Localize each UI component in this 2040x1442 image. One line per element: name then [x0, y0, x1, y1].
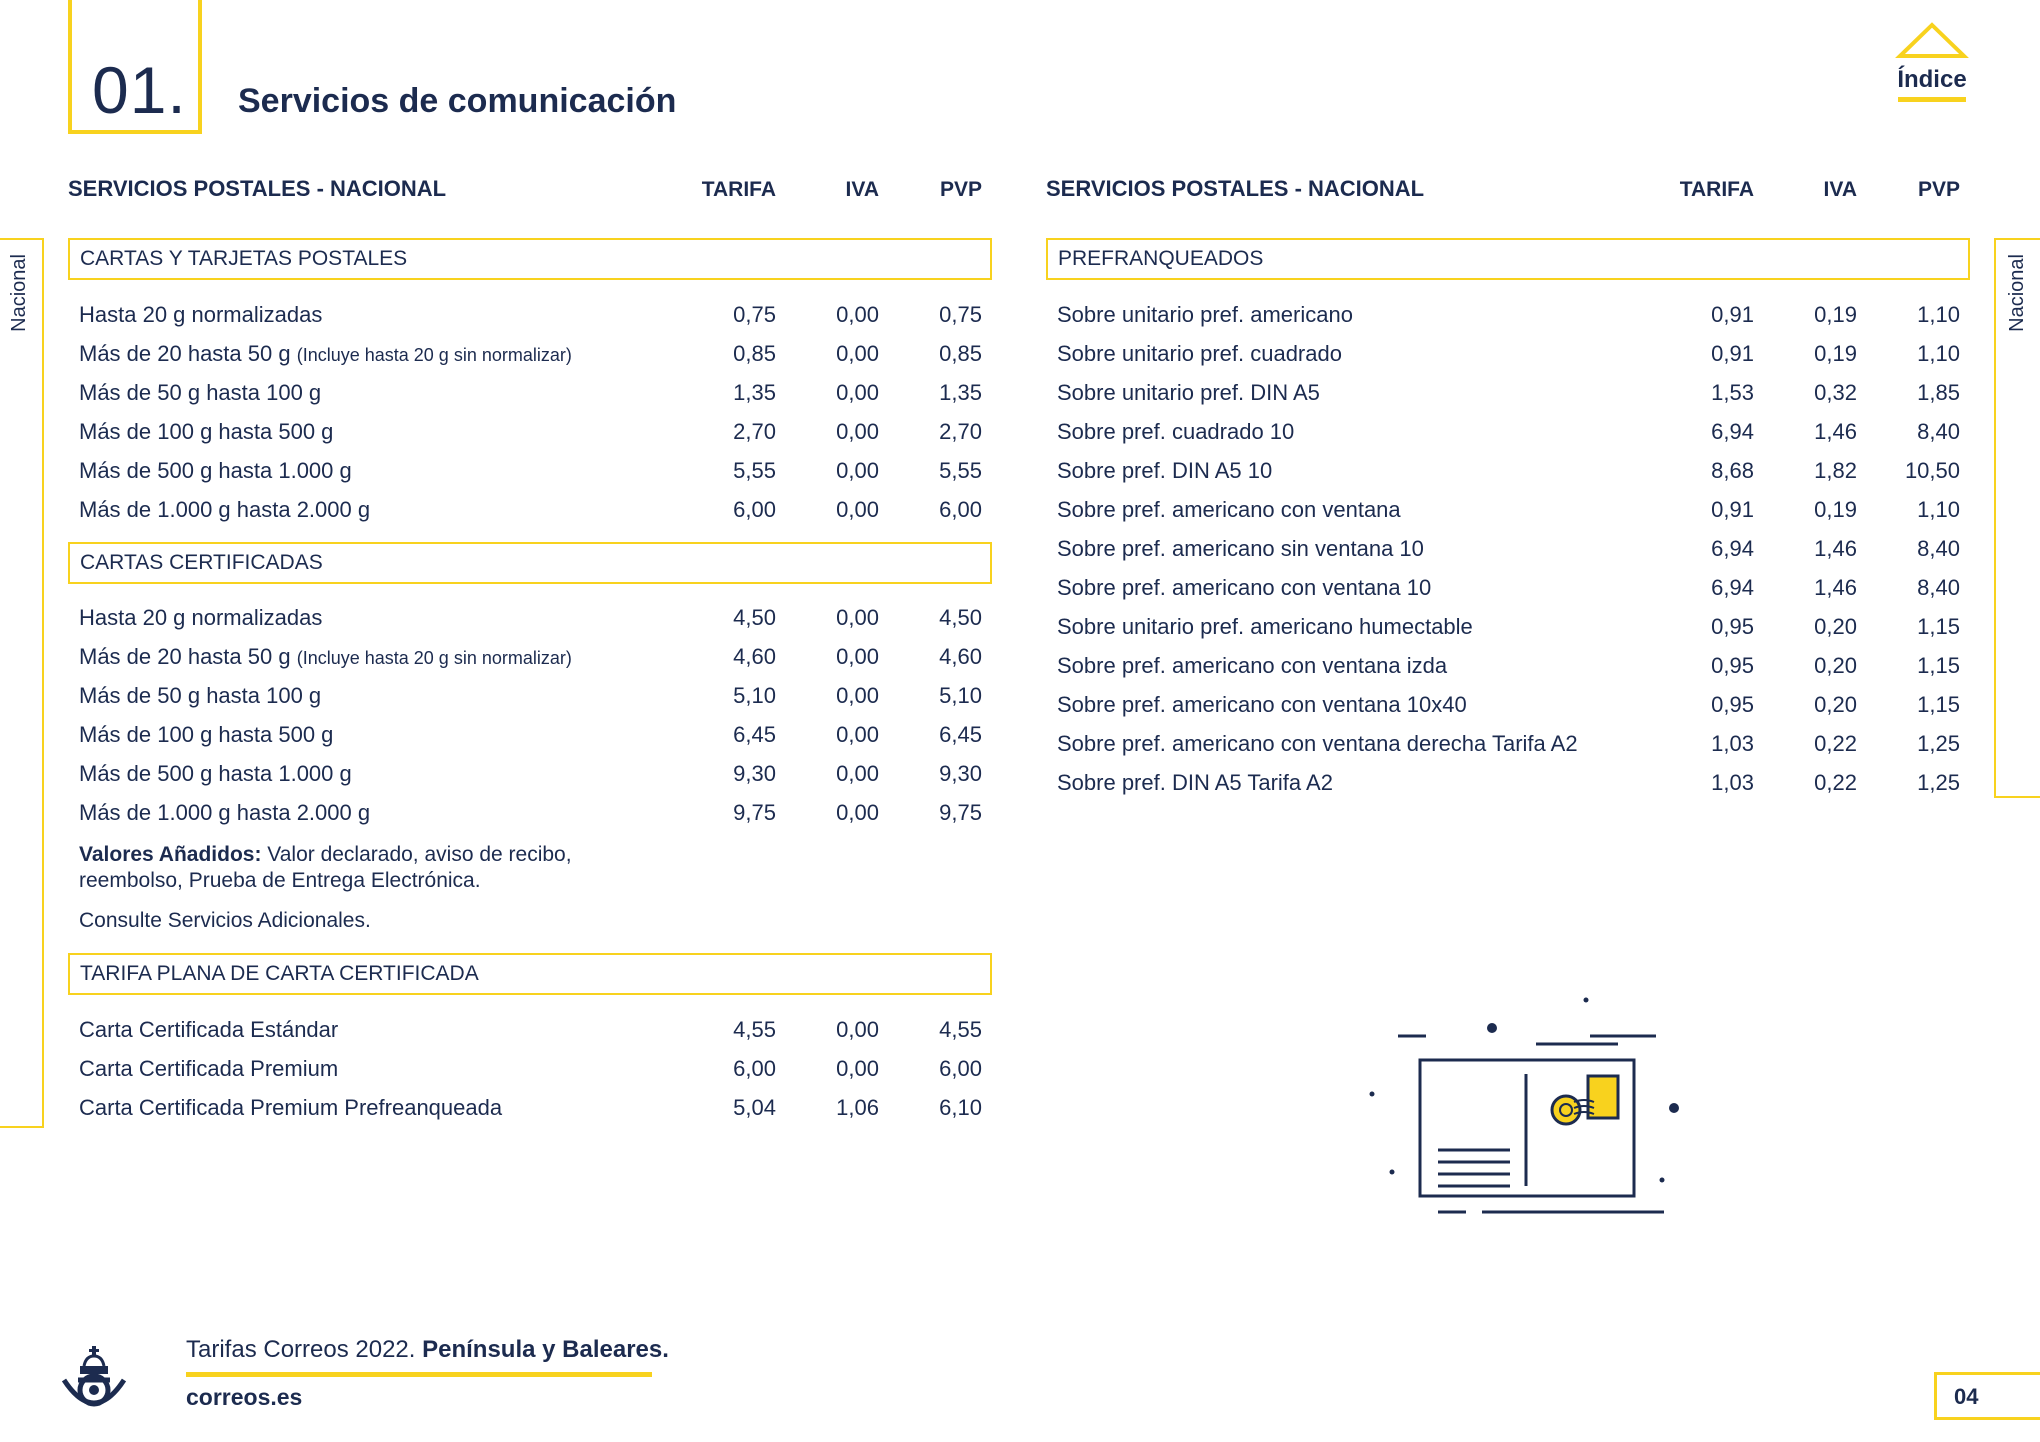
- cell-pvp: 5,55: [939, 458, 982, 483]
- cell-tarifa: 9,75: [733, 800, 776, 825]
- table-row: [79, 412, 999, 451]
- cell-tarifa: 1,35: [733, 380, 776, 405]
- row-label-text: Sobre pref. DIN A5 Tarifa A2: [1057, 770, 1333, 795]
- cell-iva: 0,20: [1814, 614, 1857, 639]
- row-label: [1057, 451, 1272, 490]
- cell-iva: 0,19: [1814, 497, 1857, 522]
- row-label-text: Más de 100 g hasta 500 g: [79, 722, 334, 747]
- postcard-stamp-illustration: [1360, 990, 1680, 1240]
- cell-pvp: 1,35: [939, 380, 982, 405]
- cell-iva: 1,46: [1814, 536, 1857, 561]
- cell-pvp: 9,30: [939, 761, 982, 786]
- index-label: Índice: [1897, 66, 1967, 93]
- cell-pvp: 4,60: [939, 644, 982, 669]
- right-heading: SERVICIOS POSTALES - NACIONAL: [1046, 176, 1425, 201]
- cell-tarifa: 1,03: [1711, 731, 1754, 756]
- table-row: [79, 373, 999, 412]
- row-label-text: Sobre pref. cuadrado 10: [1057, 419, 1295, 444]
- table-row: [79, 793, 999, 832]
- page-title: Servicios de comunicación: [238, 82, 677, 120]
- section-header: PREFRANQUEADOS: [1046, 238, 1970, 280]
- row-label-text: Carta Certificada Estándar: [79, 1017, 339, 1042]
- row-label-text: Hasta 20 g normalizadas: [79, 302, 323, 327]
- table-row: [1057, 412, 1977, 451]
- left-heading: SERVICIOS POSTALES - NACIONAL: [68, 176, 447, 201]
- row-label: [1057, 373, 1320, 412]
- cell-tarifa: 1,03: [1711, 770, 1754, 795]
- row-label-text: Sobre pref. americano sin ventana 10: [1057, 536, 1424, 561]
- cell-pvp: 1,10: [1917, 497, 1960, 522]
- side-tab-left: [0, 238, 44, 1128]
- row-label-text: Sobre pref. americano con ventana izda: [1057, 653, 1448, 678]
- table-row: [79, 1049, 999, 1088]
- cell-iva: 0,20: [1814, 653, 1857, 678]
- row-label-text: Carta Certificada Premium: [79, 1056, 339, 1081]
- cell-tarifa: 5,10: [733, 683, 776, 708]
- consulte-note: Consulte Servicios Adicionales.: [79, 909, 371, 932]
- cell-iva: 0,19: [1814, 341, 1857, 366]
- correos-logo-icon: [58, 1340, 130, 1416]
- right-col-iva: IVA: [1823, 178, 1857, 201]
- cell-pvp: 6,00: [939, 1056, 982, 1081]
- valores-line2: reembolso, Prueba de Entrega Electrónica.: [79, 869, 481, 892]
- cell-tarifa: 1,53: [1711, 380, 1754, 405]
- table-row: [79, 676, 999, 715]
- cell-iva: 1,46: [1814, 419, 1857, 444]
- row-label: [79, 637, 572, 678]
- row-label: [79, 676, 321, 715]
- row-label-text: Más de 1.000 g hasta 2.000 g: [79, 497, 371, 522]
- section-header: CARTAS CERTIFICADAS: [68, 542, 992, 584]
- cell-pvp: 1,25: [1917, 770, 1960, 795]
- cell-iva: 0,00: [836, 605, 879, 630]
- cell-tarifa: 0,85: [733, 341, 776, 366]
- cell-iva: 0,00: [836, 419, 879, 444]
- row-label: [1057, 568, 1431, 607]
- cell-tarifa: 0,91: [1711, 341, 1754, 366]
- cell-iva: 0,00: [836, 683, 879, 708]
- cell-iva: 1,06: [836, 1095, 879, 1120]
- row-label-text: Más de 500 g hasta 1.000 g: [79, 761, 352, 786]
- table-row: [79, 598, 999, 637]
- cell-tarifa: 6,94: [1711, 419, 1754, 444]
- cell-tarifa: 9,30: [733, 761, 776, 786]
- table-row: [79, 490, 999, 529]
- row-label: [1057, 529, 1424, 568]
- table-row: [1057, 373, 1977, 412]
- cell-pvp: 1,15: [1917, 653, 1960, 678]
- row-label: [1057, 763, 1333, 802]
- cell-pvp: 5,10: [939, 683, 982, 708]
- cell-iva: 0,00: [836, 497, 879, 522]
- footer-text-prefix: Tarifas Correos 2022.: [186, 1336, 423, 1363]
- cell-iva: 0,00: [836, 1017, 879, 1042]
- row-label: [1057, 685, 1467, 724]
- section-number: 01.: [92, 53, 187, 127]
- row-label: [79, 715, 333, 754]
- table-row: [79, 295, 999, 334]
- cell-iva: 0,00: [836, 1056, 879, 1081]
- cell-iva: 0,00: [836, 761, 879, 786]
- table-row: [1057, 295, 1977, 334]
- valores-bold: Valores Añadidos:: [79, 843, 262, 866]
- page-number-box: [1934, 1372, 2040, 1420]
- cell-pvp: 1,10: [1917, 341, 1960, 366]
- table-row: [79, 1010, 999, 1049]
- cell-pvp: 6,10: [939, 1095, 982, 1120]
- left-col-iva: IVA: [845, 178, 879, 201]
- right-col-tarifa: TARIFA: [1679, 178, 1754, 201]
- row-label: [79, 334, 572, 375]
- valores-line1: Valor declarado, aviso de recibo,: [261, 843, 572, 866]
- table-row: [79, 754, 999, 793]
- table-row: [79, 334, 999, 373]
- section-header: CARTAS Y TARJETAS POSTALES: [68, 238, 992, 280]
- cell-tarifa: 0,95: [1711, 614, 1754, 639]
- cell-iva: 0,00: [836, 644, 879, 669]
- cell-tarifa: 5,04: [733, 1095, 776, 1120]
- row-label: [79, 451, 352, 490]
- left-col-pvp: PVP: [939, 178, 982, 201]
- cell-iva: 0,00: [836, 380, 879, 405]
- table-row: [79, 1088, 999, 1127]
- footer-url-link[interactable]: correos.es: [186, 1384, 303, 1410]
- table-row: [79, 451, 999, 490]
- index-underline: [1898, 97, 1966, 102]
- row-label-text: Más de 500 g hasta 1.000 g: [79, 458, 352, 483]
- cell-pvp: 6,45: [939, 722, 982, 747]
- row-label: [79, 1049, 338, 1088]
- cell-tarifa: 2,70: [733, 419, 776, 444]
- cell-iva: 0,00: [836, 800, 879, 825]
- row-label-text: Más de 20 hasta 50 g: [79, 644, 291, 669]
- cell-pvp: 1,15: [1917, 614, 1960, 639]
- cell-pvp: 8,40: [1917, 575, 1960, 600]
- table-row: [1057, 685, 1977, 724]
- footer-text-bold: Península y Baleares.: [422, 1336, 669, 1363]
- cell-iva: 1,46: [1814, 575, 1857, 600]
- cell-tarifa: 0,75: [733, 302, 776, 327]
- cell-iva: 0,00: [836, 722, 879, 747]
- cell-pvp: 1,85: [1917, 380, 1960, 405]
- row-label: [79, 412, 333, 451]
- row-label: [79, 1088, 502, 1127]
- footer-underline: [186, 1372, 652, 1377]
- cell-pvp: 8,40: [1917, 536, 1960, 561]
- cell-pvp: 8,40: [1917, 419, 1960, 444]
- row-label: [79, 598, 322, 637]
- table-row: [79, 637, 999, 676]
- section-header: TARIFA PLANA DE CARTA CERTIFICADA: [68, 953, 992, 995]
- side-tab-left-label: Nacional: [8, 254, 30, 332]
- cell-tarifa: 0,95: [1711, 653, 1754, 678]
- row-label-text: Sobre unitario pref. americano humectable: [1057, 614, 1473, 639]
- row-label-text: Hasta 20 g normalizadas: [79, 605, 323, 630]
- cell-iva: 0,22: [1814, 731, 1857, 756]
- row-label: [1057, 607, 1473, 646]
- cell-tarifa: 6,94: [1711, 575, 1754, 600]
- side-tab-right: [1994, 238, 2040, 798]
- row-label-text: Más de 100 g hasta 500 g: [79, 419, 334, 444]
- row-label-text: Carta Certificada Premium Prefreanqueada: [79, 1095, 503, 1120]
- table-row: [1057, 763, 1977, 802]
- cell-pvp: 4,50: [939, 605, 982, 630]
- table-row: [1057, 646, 1977, 685]
- valores-note: [79, 842, 572, 894]
- row-label: [1057, 646, 1447, 685]
- table-row: [1057, 334, 1977, 373]
- row-label-text: Sobre pref. americano con ventana derecha Tarifa A2: [1057, 731, 1578, 756]
- table-row: [1057, 724, 1977, 763]
- cell-tarifa: 6,00: [733, 497, 776, 522]
- row-label-text: Sobre pref. americano con ventana: [1057, 497, 1401, 522]
- row-label: [1057, 490, 1401, 529]
- row-label-text: Sobre unitario pref. cuadrado: [1057, 341, 1342, 366]
- cell-iva: 0,22: [1814, 770, 1857, 795]
- row-label: [1057, 412, 1294, 451]
- cell-pvp: 4,55: [939, 1017, 982, 1042]
- cell-pvp: 1,15: [1917, 692, 1960, 717]
- row-label: [79, 754, 352, 793]
- row-label-text: Sobre pref. americano con ventana 10: [1057, 575, 1432, 600]
- table-row: [79, 715, 999, 754]
- cell-iva: 0,20: [1814, 692, 1857, 717]
- right-col-pvp: PVP: [1917, 178, 1960, 201]
- cell-pvp: 9,75: [939, 800, 982, 825]
- cell-iva: 0,00: [836, 341, 879, 366]
- cell-tarifa: 0,91: [1711, 302, 1754, 327]
- row-label-text: Sobre pref. americano con ventana 10x40: [1057, 692, 1467, 717]
- cell-tarifa: 6,45: [733, 722, 776, 747]
- table-row: [1057, 607, 1977, 646]
- cell-pvp: 1,10: [1917, 302, 1960, 327]
- cell-pvp: 0,75: [939, 302, 982, 327]
- cell-iva: 0,00: [836, 302, 879, 327]
- left-col-tarifa: TARIFA: [701, 178, 776, 201]
- cell-iva: 0,19: [1814, 302, 1857, 327]
- row-label-text: Sobre unitario pref. DIN A5: [1057, 380, 1320, 405]
- row-label-text: Más de 50 g hasta 100 g: [79, 683, 322, 708]
- table-row: [1057, 568, 1977, 607]
- row-label: [79, 373, 321, 412]
- cell-tarifa: 0,91: [1711, 497, 1754, 522]
- row-label-text: Sobre unitario pref. americano: [1057, 302, 1353, 327]
- cell-tarifa: 8,68: [1711, 458, 1754, 483]
- row-label-note: (Incluye hasta 20 g sin normalizar): [296, 648, 572, 668]
- cell-iva: 1,82: [1814, 458, 1857, 483]
- side-tab-right-label: Nacional: [2006, 254, 2028, 332]
- cell-tarifa: 6,94: [1711, 536, 1754, 561]
- cell-tarifa: 5,55: [733, 458, 776, 483]
- triangle-up-icon: [1892, 20, 1972, 60]
- table-row: [1057, 529, 1977, 568]
- cell-iva: 0,00: [836, 458, 879, 483]
- page-number: 04: [1954, 1384, 1979, 1409]
- row-label-text: Más de 20 hasta 50 g: [79, 341, 291, 366]
- row-label: [79, 490, 370, 529]
- cell-tarifa: 4,50: [733, 605, 776, 630]
- row-label-text: Más de 1.000 g hasta 2.000 g: [79, 800, 371, 825]
- cell-tarifa: 4,60: [733, 644, 776, 669]
- row-label: [79, 295, 322, 334]
- row-label: [1057, 295, 1353, 334]
- cell-pvp: 0,85: [939, 341, 982, 366]
- cell-pvp: 1,25: [1917, 731, 1960, 756]
- cell-pvp: 6,00: [939, 497, 982, 522]
- cell-pvp: 10,50: [1904, 458, 1960, 483]
- cell-iva: 0,32: [1814, 380, 1857, 405]
- table-row: [1057, 490, 1977, 529]
- index-link[interactable]: [1892, 20, 1972, 102]
- row-label: [79, 793, 370, 832]
- cell-pvp: 2,70: [939, 419, 982, 444]
- row-label: [1057, 724, 1578, 763]
- row-label: [1057, 334, 1342, 373]
- row-label-text: Sobre pref. DIN A5 10: [1057, 458, 1273, 483]
- cell-tarifa: 6,00: [733, 1056, 776, 1081]
- cell-tarifa: 4,55: [733, 1017, 776, 1042]
- row-label-text: Más de 50 g hasta 100 g: [79, 380, 322, 405]
- row-label-note: (Incluye hasta 20 g sin normalizar): [296, 345, 572, 365]
- row-label: [79, 1010, 338, 1049]
- footer-text: [186, 1336, 669, 1364]
- cell-tarifa: 0,95: [1711, 692, 1754, 717]
- table-row: [1057, 451, 1977, 490]
